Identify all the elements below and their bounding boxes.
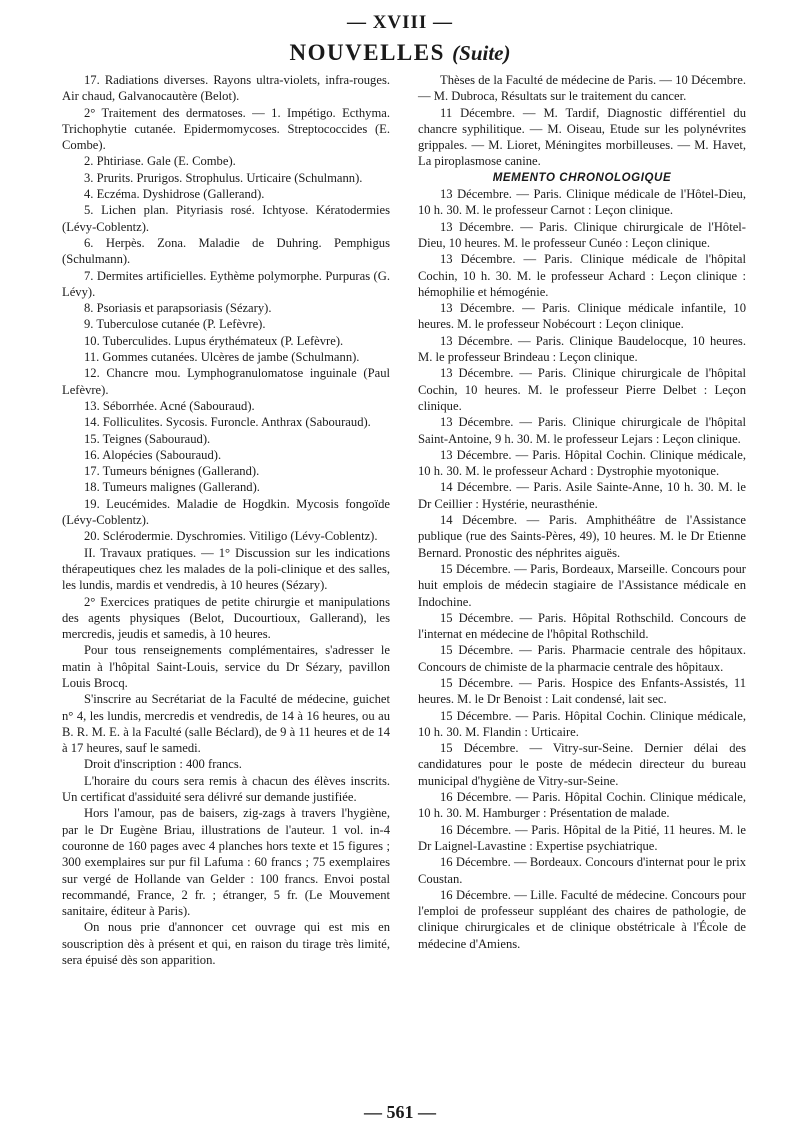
paragraph: 15. Teignes (Sabouraud).: [84, 431, 211, 446]
right-column: [418, 72, 746, 952]
paragraph: 3. Prurits. Prurigos. Strophulus. Urticaire (Schulmann).: [84, 170, 363, 185]
paragraph: 19. Leucémides. Maladie de Hogdkin. Mycosis fongoïde (Lévy-Coblentz).: [62, 496, 390, 528]
paragraph: 15 Décembre. — Paris. Hôpital Cochin. Clinique médicale, 10 h. 30. M. Flandin : Urticaire.: [418, 708, 746, 739]
paragraph: 7. Dermites artificielles. Eythème polymorphe. Purpuras (G. Lévy).: [62, 268, 390, 299]
paragraph: 12. Chancre mou. Lymphogranulomatose inguinale (Paul Lefèvre).: [62, 366, 390, 397]
title-text: NOUVELLES: [289, 40, 445, 65]
section-title: [0, 40, 800, 66]
paragraph: 11. Gommes cutanées. Ulcères de jambe (Schulmann).: [84, 350, 360, 365]
paragraph: 20. Sclérodermie. Dyschromies. Vitiligo (Lévy-Coblentz).: [84, 529, 378, 544]
paragraph: 2. Phtiriase. Gale (E. Combe).: [84, 154, 236, 169]
paragraph: Pour tous renseignements complémentaires, s'adresser le matin à l'hôpital Saint-Louis, service du Dr Sézary, pavillon Louis Brocq.: [62, 643, 390, 690]
paragraph: 13 Décembre. — Paris. Clinique médicale de l'Hôtel-Dieu, 10 h. 30. M. le professeur Carnot : Leçon clinique.: [418, 187, 746, 218]
paragraph: 13 Décembre. — Paris. Clinique médicale infantile, 10 heures. M. le professeur Nobécourt : Leçon clinique.: [418, 301, 746, 332]
memento-heading: MEMENTO CHRONOLOGIQUE: [492, 171, 672, 184]
paragraph: 14 Décembre. — Paris. Amphithéâtre de l'Assistance publique (rue des Saints-Pères, 49), 10 heures. M. le Dr Etienne Bernard. Pronostic des néphrites aiguës.: [418, 513, 746, 560]
page-roman-numeral: — XVIII —: [346, 12, 454, 33]
paragraph: Droit d'inscription : 400 francs.: [84, 757, 242, 772]
paragraph: 14 Décembre. — Paris. Asile Sainte-Anne, 10 h. 30. M. le Dr Ceillier : Hystérie, neurasthénie.: [418, 480, 746, 511]
paragraph: S'inscrire au Secrétariat de la Faculté de médecine, guichet n° 4, les lundis, mercredis et vendredis, de 14 à 16 heures, ou au B. R. M. E. à la Faculté (salle Béclard), de 9 à 11 heures et de 14 à 17 heures, sauf le samedi.: [62, 692, 390, 756]
paragraph: Hors l'amour, pas de baisers, zig-zags à travers l'hygiène, par le Dr Eugène Briau, illustrations de l'auteur. 1 vol. in-4 couronne de 160 pages avec 4 planches hors texte et 15 figures ; 300 exemplaires sur pur fil Lafuma : 60 francs ; 75 exemplaires sur vergé de Hollande van Gelder : 100 francs. Envoi postal recommandé, France, 2 fr. ; étranger, 5 fr. (Le Mouvement sanitaire, éditeur à Paris).: [62, 806, 390, 919]
paragraph: 2° Traitement des dermatoses. — 1. Impétigo. Ecthyma. Trichophytie cutanée. Epidermomycoses. Streptococcides (E. Combe).: [62, 105, 390, 153]
paragraph: 13 Décembre. — Paris. Clinique chirurgicale de l'hôpital Saint-Antoine, 9 h. 30. M. le professeur Lejars : Leçon clinique.: [418, 415, 746, 446]
paragraph: 6. Herpès. Zona. Maladie de Duhring. Pemphigus (Schulmann).: [62, 235, 390, 267]
left-column: [62, 72, 390, 968]
paragraph: 13 Décembre. — Paris. Clinique Baudelocque, 10 heures. M. le professeur Brindeau : Leçon clinique.: [418, 333, 746, 365]
title-suite: (Suite): [452, 41, 511, 65]
paragraph: 15 Décembre. — Paris. Pharmacie centrale des hôpitaux. Concours de chimiste de la pharmacie centrale des hôpitaux.: [418, 643, 746, 674]
paragraph: 13. Séborrhée. Acné (Sabouraud).: [84, 398, 255, 413]
paragraph: 13 Décembre. — Paris. Clinique chirurgicale de l'Hôtel-Dieu, 10 heures. M. le professeur Cunéo : Leçon clinique.: [418, 219, 746, 250]
paragraph: 15 Décembre. — Paris. Hospice des Enfants-Assistés, 11 heures. M. le Dr Benoist : Lait condensé, lait sec.: [418, 675, 746, 707]
paragraph: L'horaire du cours sera remis à chacun des élèves inscrits. Un certificat d'assiduité sera délivré sur demande justifiée.: [62, 773, 390, 805]
paragraph: 2° Exercices pratiques de petite chirurgie et manipulations des agents physiques (Belot, Ducourtioux, Gallerand), les mercredis, jeudis et samedis, à 10 heures.: [62, 594, 390, 642]
paragraph: 11 Décembre. — M. Tardif, Diagnostic différentiel du chancre syphilitique. — M. Oiseau, Etude sur les polynévrites grippales. — M. Lioret, Méningites morbilleuses. — M. Havet, La piroplasmose canine.: [418, 105, 746, 169]
paragraph: 13 Décembre. — Paris. Clinique chirurgicale de l'hôpital Cochin, 10 heures. M. le professeur Pierre Delbet : Leçon clinique.: [418, 366, 746, 413]
paragraph: 16 Décembre. — Paris. Hôpital Cochin. Clinique médicale, 10 h. 30. M. Hamburger : Présentation de malade.: [418, 790, 746, 821]
paragraph: 17. Tumeurs bénignes (Gallerand).: [84, 464, 260, 479]
paragraph: II. Travaux pratiques. — 1° Discussion sur les indications thérapeutiques chez les malades de la poli-clinique et des salles, les lundis, mardis et vendredis, à 10 heures (Sézary).: [62, 545, 390, 593]
paragraph: 9. Tuberculose cutanée (P. Lefèvre).: [84, 317, 266, 332]
paragraph: 16 Décembre. — Lille. Faculté de médecine. Concours pour l'emploi de professeur suppléant des chaires de pathologie, de clinique chirurgicales et de clinique obstétricale à l'École de médecine d'Amiens.: [418, 887, 746, 951]
paragraph: Thèses de la Faculté de médecine de Paris. — 10 Décembre. — M. Dubroca, Résultats sur le traitement du cancer.: [418, 73, 746, 104]
paragraph: 18. Tumeurs malignes (Gallerand).: [84, 480, 260, 495]
paragraph: 15 Décembre. — Paris. Hôpital Rothschild. Concours de l'internat en médecine de l'hôpital Rothschild.: [418, 610, 746, 642]
paragraph: 8. Psoriasis et parapsoriasis (Sézary).: [84, 301, 272, 316]
paragraph: 4. Eczéma. Dyshidrose (Gallerand).: [84, 187, 265, 202]
paragraph: 16. Alopécies (Sabouraud).: [84, 447, 222, 462]
paragraph: 13 Décembre. — Paris. Clinique médicale de l'hôpital Cochin, 10 h. 30. M. le professeur Achard : Leçon clinique : hémophilie et hémogénie.: [418, 252, 746, 299]
paragraph: 10. Tuberculides. Lupus érythémateux (P. Lefèvre).: [84, 333, 344, 348]
paragraph: 16 Décembre. — Bordeaux. Concours d'internat pour le prix Coustan.: [418, 855, 746, 886]
paragraph: 15 Décembre. — Vitry-sur-Seine. Dernier délai des candidatures pour le poste de médecin directeur du bureau municipal d'hygiène de Vitry-sur-Seine.: [418, 741, 746, 788]
paragraph: 15 Décembre. — Paris, Bordeaux, Marseille. Concours pour huit emplois de médecin stagiaire de l'Assistance médicale en Indochine.: [418, 561, 746, 609]
paragraph: 5. Lichen plan. Pityriasis rosé. Ichtyose. Kératodermies (Lévy-Coblentz).: [62, 203, 390, 234]
paragraph: 13 Décembre. — Paris. Hôpital Cochin. Clinique médicale, 10 h. 30. M. le professeur Achard : Dystrophie myotonique.: [418, 447, 746, 479]
paragraph: On nous prie d'annoncer cet ouvrage qui est mis en souscription dès à présent et qui, en raison du tirage très limité, sera épuisé dès son apparition.: [62, 920, 390, 968]
paragraph: 17. Radiations diverses. Rayons ultra-violets, infra-rouges. Air chaud, Galvanocautère (Belot).: [62, 73, 390, 104]
paragraph: 16 Décembre. — Paris. Hôpital de la Pitié, 11 heures. M. le Dr Laignel-Lavastine : Expertise psychiatrique.: [418, 822, 746, 853]
paragraph: 14. Folliculites. Sycosis. Furoncle. Anthrax (Sabouraud).: [84, 415, 371, 430]
page-number: — 561 —: [364, 1102, 436, 1122]
